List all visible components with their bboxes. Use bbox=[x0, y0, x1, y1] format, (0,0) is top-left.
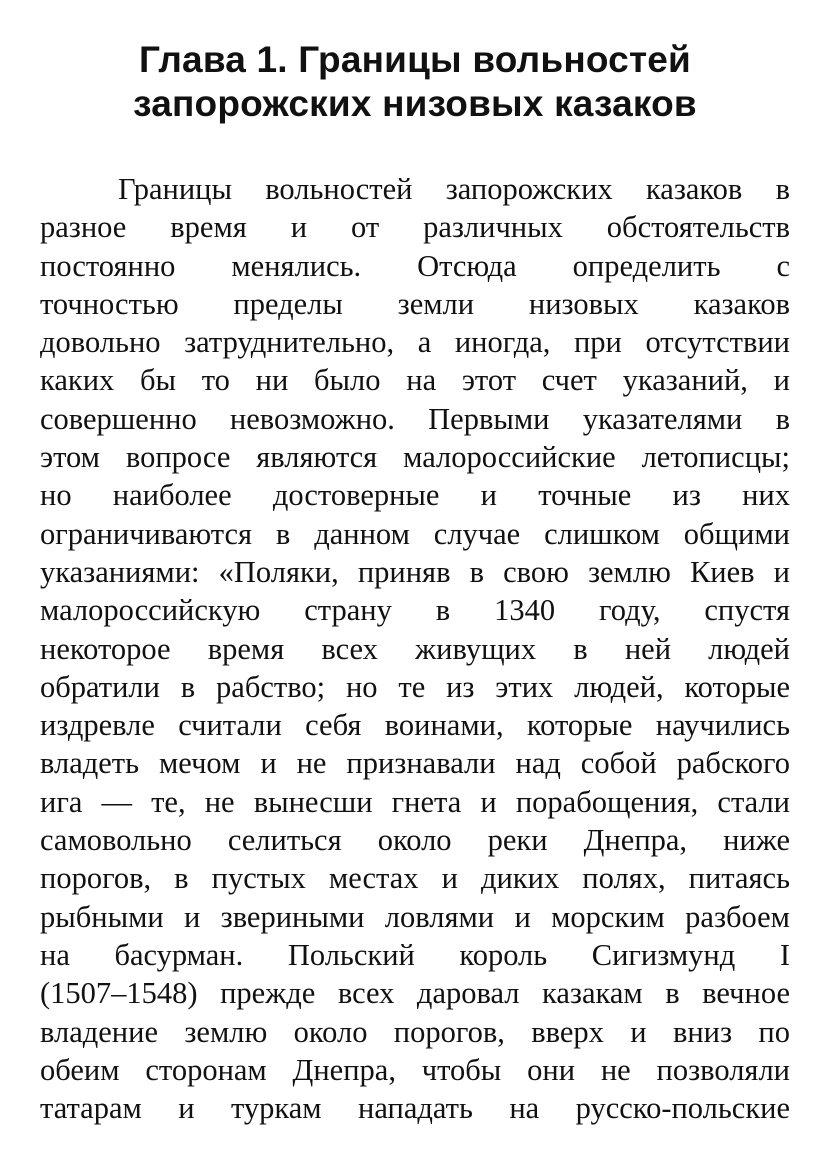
text-line: но наиболее достоверные и точные из них bbox=[40, 478, 790, 513]
chapter-title-line-2: запорожских низовых казаков bbox=[133, 83, 697, 124]
text-line: обеим сторонам Днепра, чтобы они не позволяли bbox=[40, 1052, 790, 1087]
text-line: рыбными и звериными ловлями и морским разбоем bbox=[40, 899, 790, 934]
document-page bbox=[40, 38, 790, 1127]
text-line: точностью пределы земли низовых казаков bbox=[40, 286, 790, 321]
text-line: татарам и туркам нападать на русско-польские bbox=[40, 1091, 790, 1126]
text-line: Границы вольностей запорожских казаков в bbox=[118, 172, 790, 206]
text-line: (1507–1548) прежде всех даровал казакам в вечное bbox=[40, 976, 790, 1011]
text-line: некоторое время всех живущих в ней людей bbox=[40, 631, 790, 666]
text-line: порогов, в пустых местах и диких полях, питаясь bbox=[40, 861, 790, 896]
text-line: постоянно менялись. Отсюда определить с bbox=[40, 248, 790, 283]
chapter-title-line-1: Глава 1. Границы вольностей bbox=[139, 39, 691, 80]
text-line: владение землю около порогов, вверх и вниз по bbox=[40, 1014, 790, 1049]
text-line: каких бы то ни было на этот счет указаний, и bbox=[40, 363, 790, 398]
text-line: владеть мечом и не признавали над собой рабского bbox=[40, 746, 790, 781]
text-line: обратили в рабство; но те из этих людей, которые bbox=[40, 669, 790, 704]
text-line: совершенно невозможно. Первыми указателями в bbox=[40, 401, 790, 436]
text-line: довольно затруднительно, а иногда, при отсутствии bbox=[40, 325, 790, 360]
text-line: издревле считали себя воинами, которые научились bbox=[40, 708, 790, 743]
text-line: малороссийскую страну в 1340 году, спустя bbox=[40, 593, 790, 628]
text-line: указаниями: «Поляки, приняв в свою землю Киев и bbox=[40, 554, 790, 589]
text-line: ига — те, не вынесши гнета и порабощения, стали bbox=[40, 784, 790, 819]
text-line: этом вопросе являются малороссийские летописцы; bbox=[40, 440, 790, 475]
text-line: ограничиваются в данном случае слишком общими bbox=[40, 516, 790, 551]
chapter-title bbox=[40, 38, 790, 126]
text-line: разное время и от различных обстоятельств bbox=[40, 210, 790, 245]
text-line: на басурман. Польский король Сигизмунд I bbox=[40, 937, 790, 972]
body-paragraph bbox=[40, 170, 790, 1127]
text-line: самовольно селиться около реки Днепра, ниже bbox=[40, 823, 790, 858]
